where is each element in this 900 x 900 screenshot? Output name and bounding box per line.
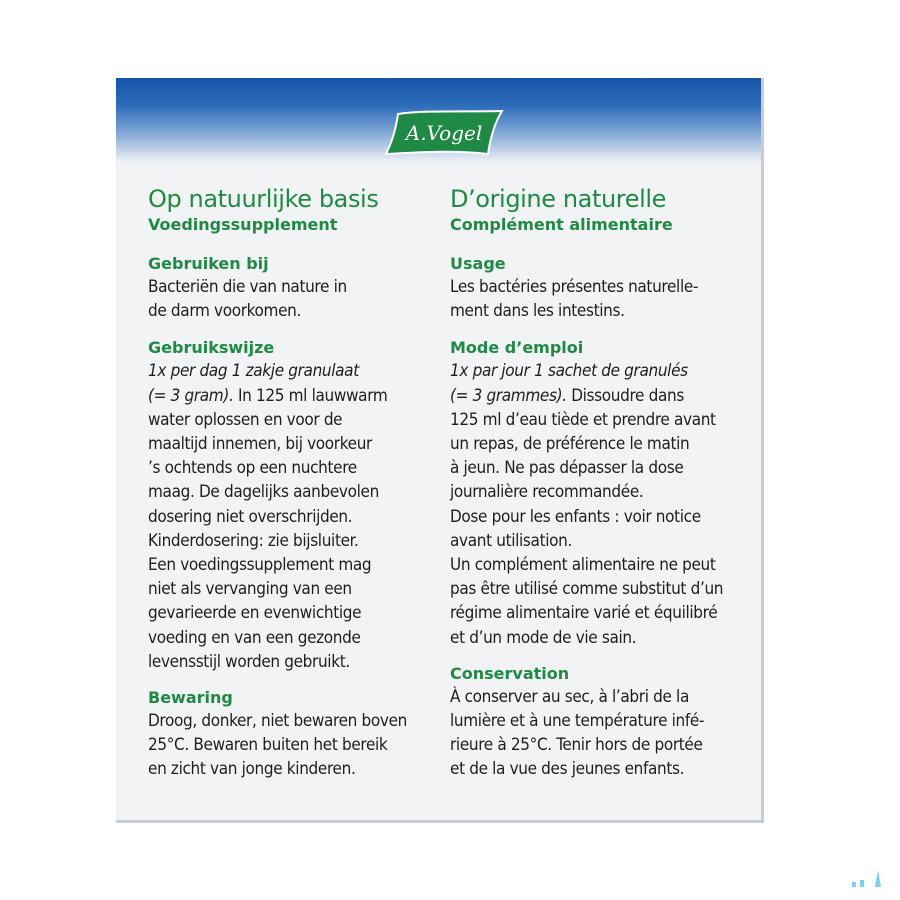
french-storage-text: À conserver au sec, à l’abri de la lumière et à une température infé- rieure à 25°C. Tenir hors de portée et de la vue des jeunes enfants. xyxy=(450,686,705,780)
dutch-title: Op natuurlijke basis xyxy=(148,185,379,213)
dutch-subtitle: Voedingssupplement xyxy=(148,215,338,234)
dutch-column xyxy=(148,184,448,782)
brand-name: A.Vogel xyxy=(405,121,483,145)
dutch-usage-text: Bacteriën die van nature in de darm voorkomen. xyxy=(148,277,347,322)
dutch-storage-heading: Bewaring xyxy=(148,688,233,708)
dutch-dosage: 1x per dag 1 zakje granulaat (= 3 gram). xyxy=(148,361,359,406)
dutch-directions-body: In 125 ml lauwwarm water oplossen en voor de maaltijd innemen, bij voorkeur ’s ochtends op een nuchtere maag. De dagelijks aanbevolen dosering niet overschrijden. Kinderdosering: zie bijsluiter. Een voedingssupplement mag niet als vervanging van een gevarieerde en evenwichtige voeding en van een gezonde levensstijl worden gebruikt. xyxy=(148,385,388,672)
dutch-directions-heading: Gebruikswijze xyxy=(148,338,275,358)
dutch-usage-heading: Gebruiken bij xyxy=(148,254,269,273)
french-directions-text xyxy=(450,359,750,649)
french-directions-body: Dissoudre dans 125 ml d’eau tiède et prendre avant un repas, de préférence le matin à jeun. Ne pas dépasser la dose journalière recommandée. Dose pour les enfants : voir notice avant utilisation. Un complément alimentaire ne peut pas être utilisé comme substitut d’un régime alimentaire varié et équilibré et d’un mode de vie sain. xyxy=(450,385,724,648)
french-column xyxy=(450,184,750,782)
brand-logo xyxy=(384,108,504,156)
french-dosage: 1x par jour 1 sachet de granulés (= 3 grammes). xyxy=(450,361,688,406)
french-storage-heading: Conservation xyxy=(450,663,570,683)
french-title: D’origine naturelle xyxy=(450,185,666,213)
french-usage-text: Les bactéries présentes naturelle- ment dans les intestins. xyxy=(450,277,699,322)
package-panel xyxy=(116,78,764,823)
dutch-directions-text xyxy=(148,359,448,674)
corner-watermark-icon xyxy=(848,868,888,890)
dutch-storage-text: Droog, donker, niet bewaren boven 25°C. Bewaren buiten het bereik en zicht van jonge kinderen. xyxy=(148,711,408,780)
french-directions-heading: Mode d’emploi xyxy=(450,338,584,358)
french-usage-heading: Usage xyxy=(450,254,506,273)
french-subtitle: Complément alimentaire xyxy=(450,215,673,234)
